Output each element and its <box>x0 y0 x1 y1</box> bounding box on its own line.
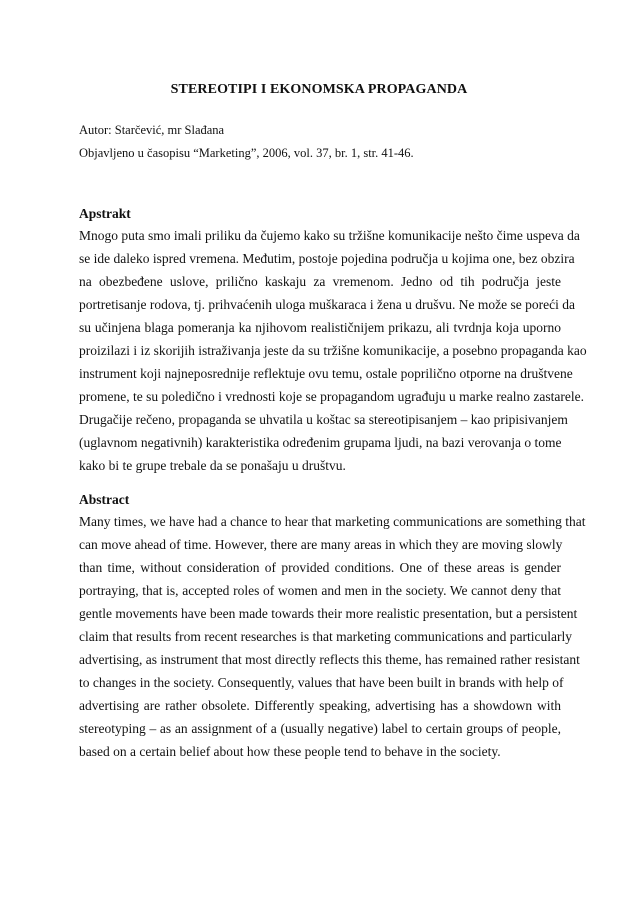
apstrakt-line: na obezbeđene uslove, prilično kaskaju za vremenom. Jedno od tih područja jeste <box>79 274 561 289</box>
apstrakt-line: portretisanje rodova, tj. prihvaćenih uloga muškaraca i žena u drušvu. Ne može se poreći da <box>79 297 575 312</box>
apstrakt-paragraph <box>79 224 587 477</box>
abstract-line: than time, without consideration of provided conditions. One of these areas is gender <box>79 560 561 575</box>
abstract-line: based on a certain belief about how these people tend to behave in the society. <box>79 744 501 759</box>
apstrakt-line: proizilazi i iz skorijih istraživanja jeste da su tržišne komunikacije, a posebno propaganda kao <box>79 343 587 358</box>
abstract-line: Many times, we have had a chance to hear that marketing communications are something that <box>79 514 586 529</box>
apstrakt-line: (uglavnom negativnih) karakteristika određenim grupama ljudi, na bazi verovanja o tome <box>79 435 562 450</box>
apstrakt-line: instrument koji najneposrednije reflektuje ovu temu, ostale popriličnо otporne na društvene <box>79 366 573 381</box>
paper-title: STEREOTIPI I EKONOMSKA PROPAGANDA <box>170 82 468 97</box>
apstrakt-line: su učinjena blaga pomeranja ka njihovom realističnijem prikazu, ali tvrdnja koja uporno <box>79 320 561 335</box>
apstrakt-heading: Apstrakt <box>79 206 131 221</box>
apstrakt-line: kako bi te grupe trebale da se ponašaju u društvu. <box>79 458 346 473</box>
abstract-line: can move ahead of time. However, there are many areas in which they are moving slowly <box>79 537 563 552</box>
apstrakt-line: Mnogo puta smo imali priliku da čujemo kako su tržišne komunikacije nešto čime uspeva da <box>79 228 580 243</box>
abstract-line: gentle movements have been made towards their more realistic presentation, but a persistent <box>79 606 578 621</box>
author-line: Autor: Starčević, mr Slađana <box>79 123 225 137</box>
abstract-line: portraying, that is, accepted roles of women and men in the society. We cannot deny that <box>79 583 561 598</box>
abstract-paragraph <box>79 510 586 763</box>
abstract-line: advertising, as instrument that most directly reflects this theme, has remained rather resistant <box>79 652 580 667</box>
abstract-line: to changes in the society. Consequently, values that have been built in brands with help of <box>79 675 564 690</box>
apstrakt-line: promene, te su poledično i vrednosti koje se propagandom ugrađuju u marke realno zastarele. <box>79 389 584 404</box>
abstract-heading: Abstract <box>79 492 130 507</box>
publication-line: Objavljeno u časopisu “Marketing”, 2006, vol. 37, br. 1, str. 41-46. <box>79 146 414 160</box>
abstract-line: stereotyping – as an assignment of a (usually negative) label to certain groups of people, <box>79 721 561 736</box>
abstract-line: claim that results from recent researches is that marketing communications and particularly <box>79 629 572 644</box>
apstrakt-line: Drugačije rečeno, propaganda se uhvatila u koštac sa stereotipisanjem – kao pripisivanjem <box>79 412 568 427</box>
abstract-line: advertising are rather obsolete. Differently speaking, advertising has a showdown with <box>79 698 561 713</box>
apstrakt-line: se ide daleko ispred vremena. Međutim, postoje pojedina područja u kojima one, bez obzira <box>79 251 575 266</box>
